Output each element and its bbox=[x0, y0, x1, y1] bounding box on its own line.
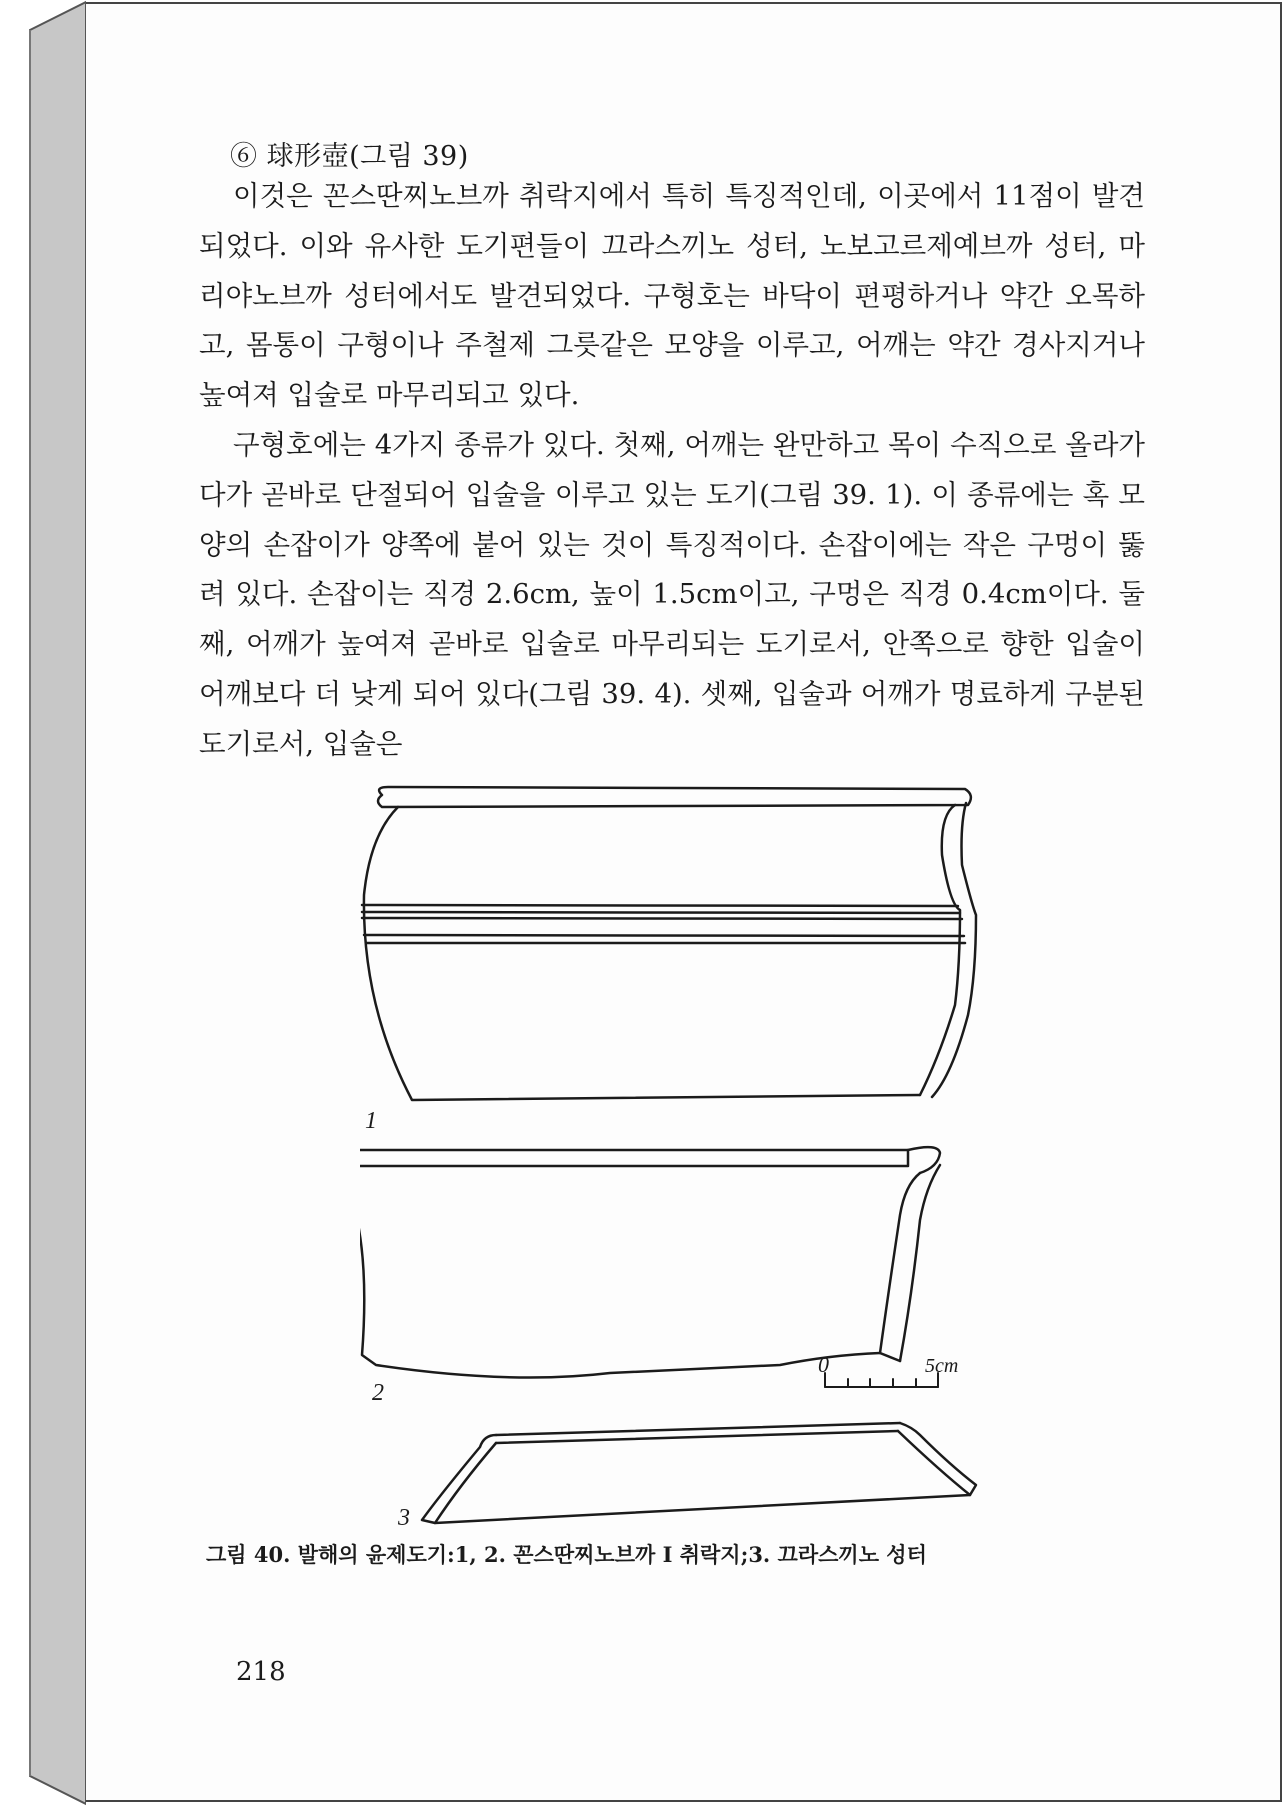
pottery-figure bbox=[360, 775, 990, 1535]
scale-start-label: 0 bbox=[818, 1352, 829, 1377]
vessel-1-drawing bbox=[362, 787, 976, 1100]
section-heading: ⑥ 球形壺(그림 39) bbox=[230, 141, 469, 172]
scale-end-label: 5cm bbox=[925, 1355, 959, 1377]
paragraph-1: 이것은 꼰스딴찌노브까 취락지에서 특히 특징적인데, 이곳에서 11점이 발견되었다. 이와 유사한 도기편들이 끄라스끼노 성터, 노보고르제예브까 성터, 마리야노브까 성터에서도 발견되었다. 구형호는 바닥이 편평하거나 약간 오목하고, 몸통이 구형이나 주철제 그릇같은 모양을 이루고, 어깨는 약간 경사지거나 높여져 입술로 마무리되고 있다. bbox=[199, 180, 1145, 412]
book-spine-edge bbox=[0, 0, 86, 1806]
vessel-1-label: 1 bbox=[365, 1108, 377, 1134]
figure-caption: 그림 40. 발해의 윤제도기:1, 2. 꼰스딴찌노브까 I 취락지;3. 끄라스끼노 성터 bbox=[206, 1542, 927, 1567]
scale-bar bbox=[825, 1373, 938, 1387]
vessel-3-label: 3 bbox=[398, 1505, 410, 1531]
vessel-2-drawing bbox=[360, 1147, 940, 1377]
page-number: 218 bbox=[236, 1657, 286, 1687]
paragraph-2: 구형호에는 4가지 종류가 있다. 첫째, 어깨는 완만하고 목이 수직으로 올라가다가 곧바로 단절되어 입술을 이루고 있는 도기(그림 39. 1). 이 종류에는 혹 모양의 손잡이가 양쪽에 붙어 있는 것이 특징적이다. 손잡이에는 작은 구멍이 뚫려 있다. 손잡이는 직경 2.6cm, 높이 1.5cm이고, 구멍은 직경 0.4cm이다. 둘째, 어깨가 높여져 곧바로 입술로 마무리되는 도기로서, 안쪽으로 향한 입술이 어깨보다 더 낮게 되어 있다(그림 39. 4). 셋째, 입술과 어깨가 명료하게 구분된 도기로서, 입술은 bbox=[199, 428, 1145, 760]
vessel-3-drawing bbox=[422, 1423, 976, 1523]
body-text bbox=[199, 172, 1145, 770]
vessel-2-label: 2 bbox=[372, 1380, 384, 1406]
pottery-drawing bbox=[360, 775, 990, 1535]
